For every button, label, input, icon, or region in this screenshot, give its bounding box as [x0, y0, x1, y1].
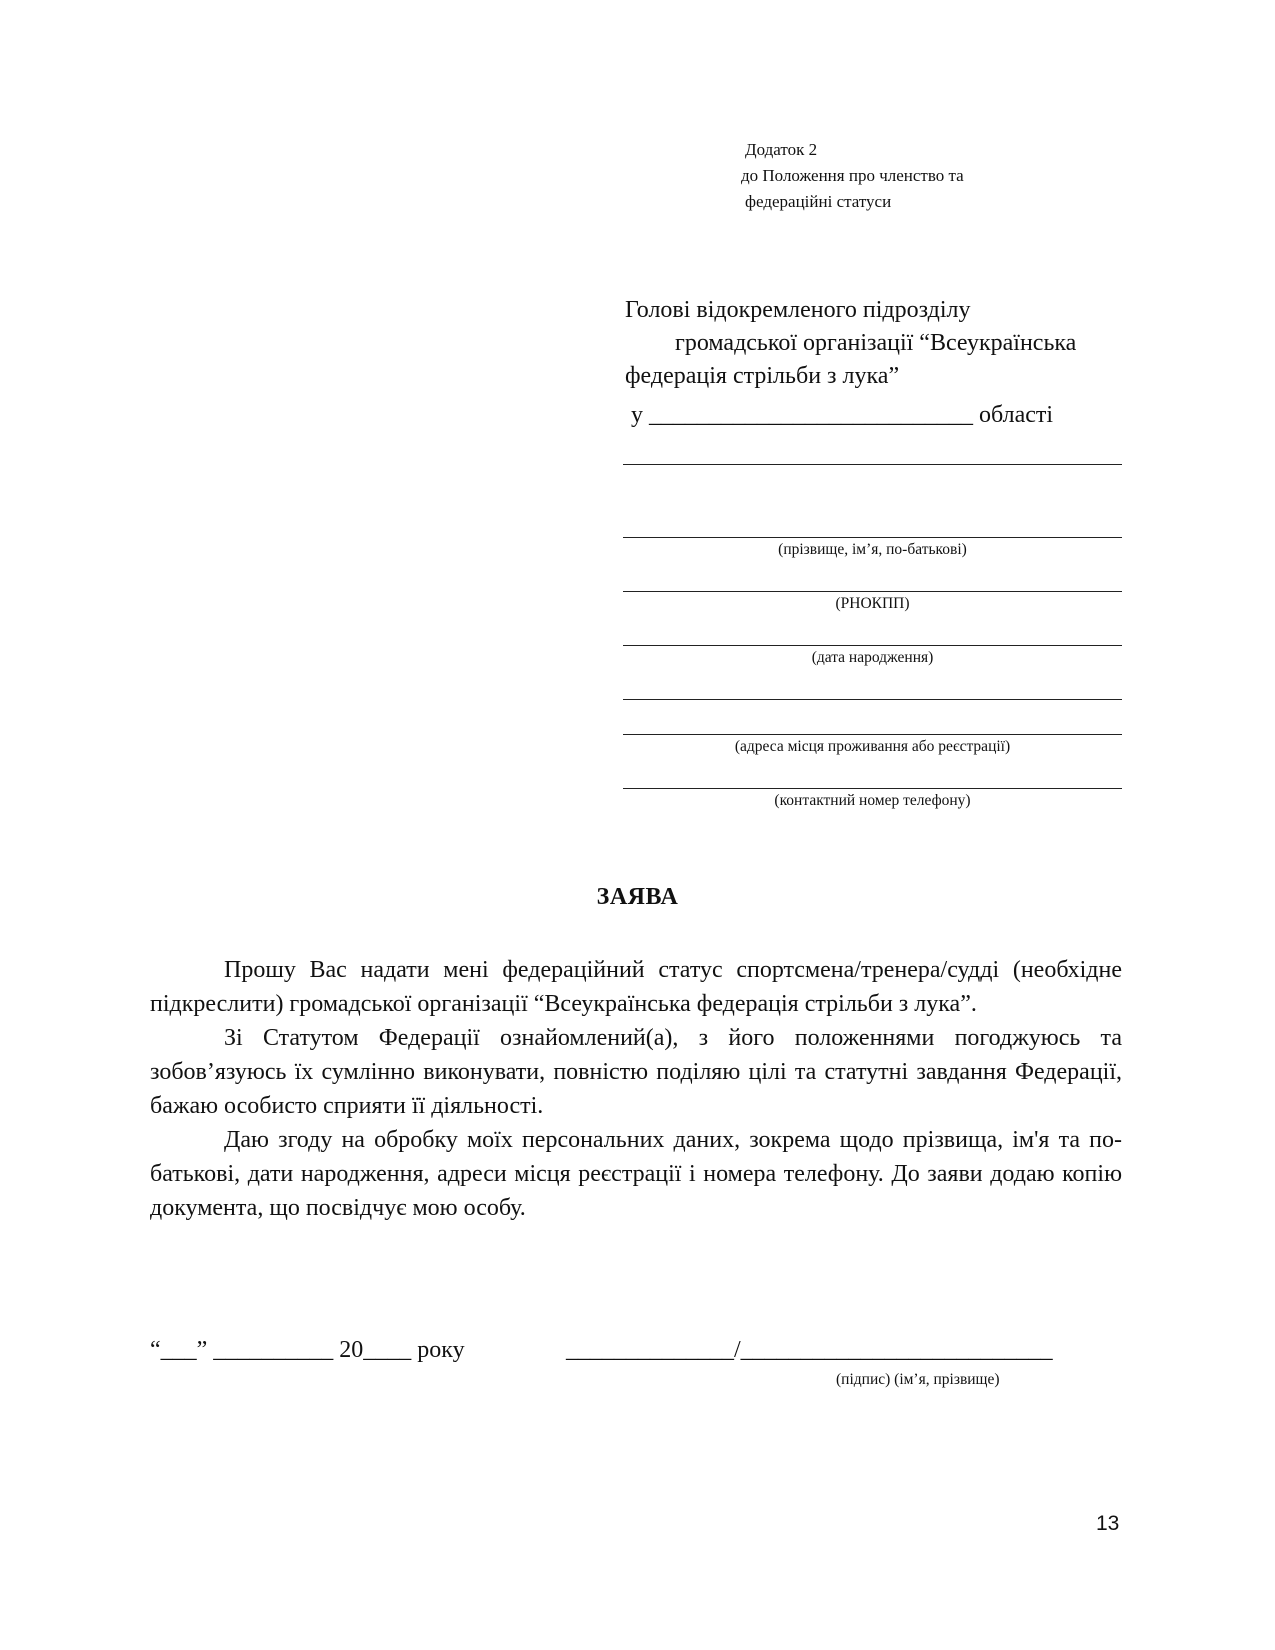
consent-paragraph: Даю згоду на обробку моїх персональних даних, зокрема щодо прізвища, ім'я та по-батькові, дати народження, адреси місця реєстрації і номера телефону. До заяви додаю копію документа, що посвідчує мою особу. — [150, 1127, 1122, 1221]
annex-number: Додаток 2 — [745, 140, 818, 159]
request-paragraph: Прошу Вас надати мені федераційний статус спортсмена/тренера/судді (необхідне підкреслити) громадської організації “Всеукраїнська федерація стрільби з лука”. — [150, 957, 1122, 1017]
tax-id-field[interactable] — [623, 591, 1122, 592]
addressee-region-line: у ___________________________ області — [631, 402, 1054, 428]
signature-line[interactable]: ______________/__________________________ — [566, 1337, 1053, 1363]
agreement-paragraph: Зі Статутом Федерації ознайомлений(а), з його положеннями погоджуюсь та зобов’язуюсь їх сумлінно виконувати, повністю поділяю цілі та статутні завдання Федерації, бажаю особисто сприяти її діяльності. — [150, 1025, 1122, 1119]
date-line[interactable]: “___” __________ 20____ року — [150, 1337, 465, 1363]
phone-caption: (контактний номер телефону) — [774, 792, 971, 809]
annex-reference: до Положення про членство та — [741, 166, 964, 185]
addressee-line-2: громадської організації “Всеукраїнська — [675, 330, 1077, 356]
full-name-field[interactable] — [623, 537, 1122, 538]
address-field-line-2[interactable] — [623, 734, 1122, 735]
address-caption: (адреса місця проживання або реєстрації) — [734, 738, 1011, 755]
application-body — [150, 953, 1122, 1225]
addressee-line-3: федерація стрільби з лука” — [625, 363, 900, 389]
address-field-line-1[interactable] — [623, 699, 1122, 700]
birth-date-field[interactable] — [623, 645, 1122, 646]
signature-caption: (підпис) (ім’я, прізвище) — [836, 1371, 1000, 1388]
addressee-line-1: Голові відокремленого підрозділу — [625, 297, 971, 323]
blank-line-extra[interactable] — [623, 464, 1122, 465]
application-title: ЗАЯВА — [596, 884, 679, 910]
page-number: 13 — [1096, 1512, 1120, 1535]
full-name-caption: (прізвище, ім’я, по-батькові) — [778, 541, 967, 558]
phone-field[interactable] — [623, 788, 1122, 789]
birth-date-caption: (дата народження) — [811, 649, 934, 666]
annex-subject: федераційні статуси — [745, 192, 892, 211]
tax-id-caption: (РНОКПП) — [835, 595, 910, 612]
